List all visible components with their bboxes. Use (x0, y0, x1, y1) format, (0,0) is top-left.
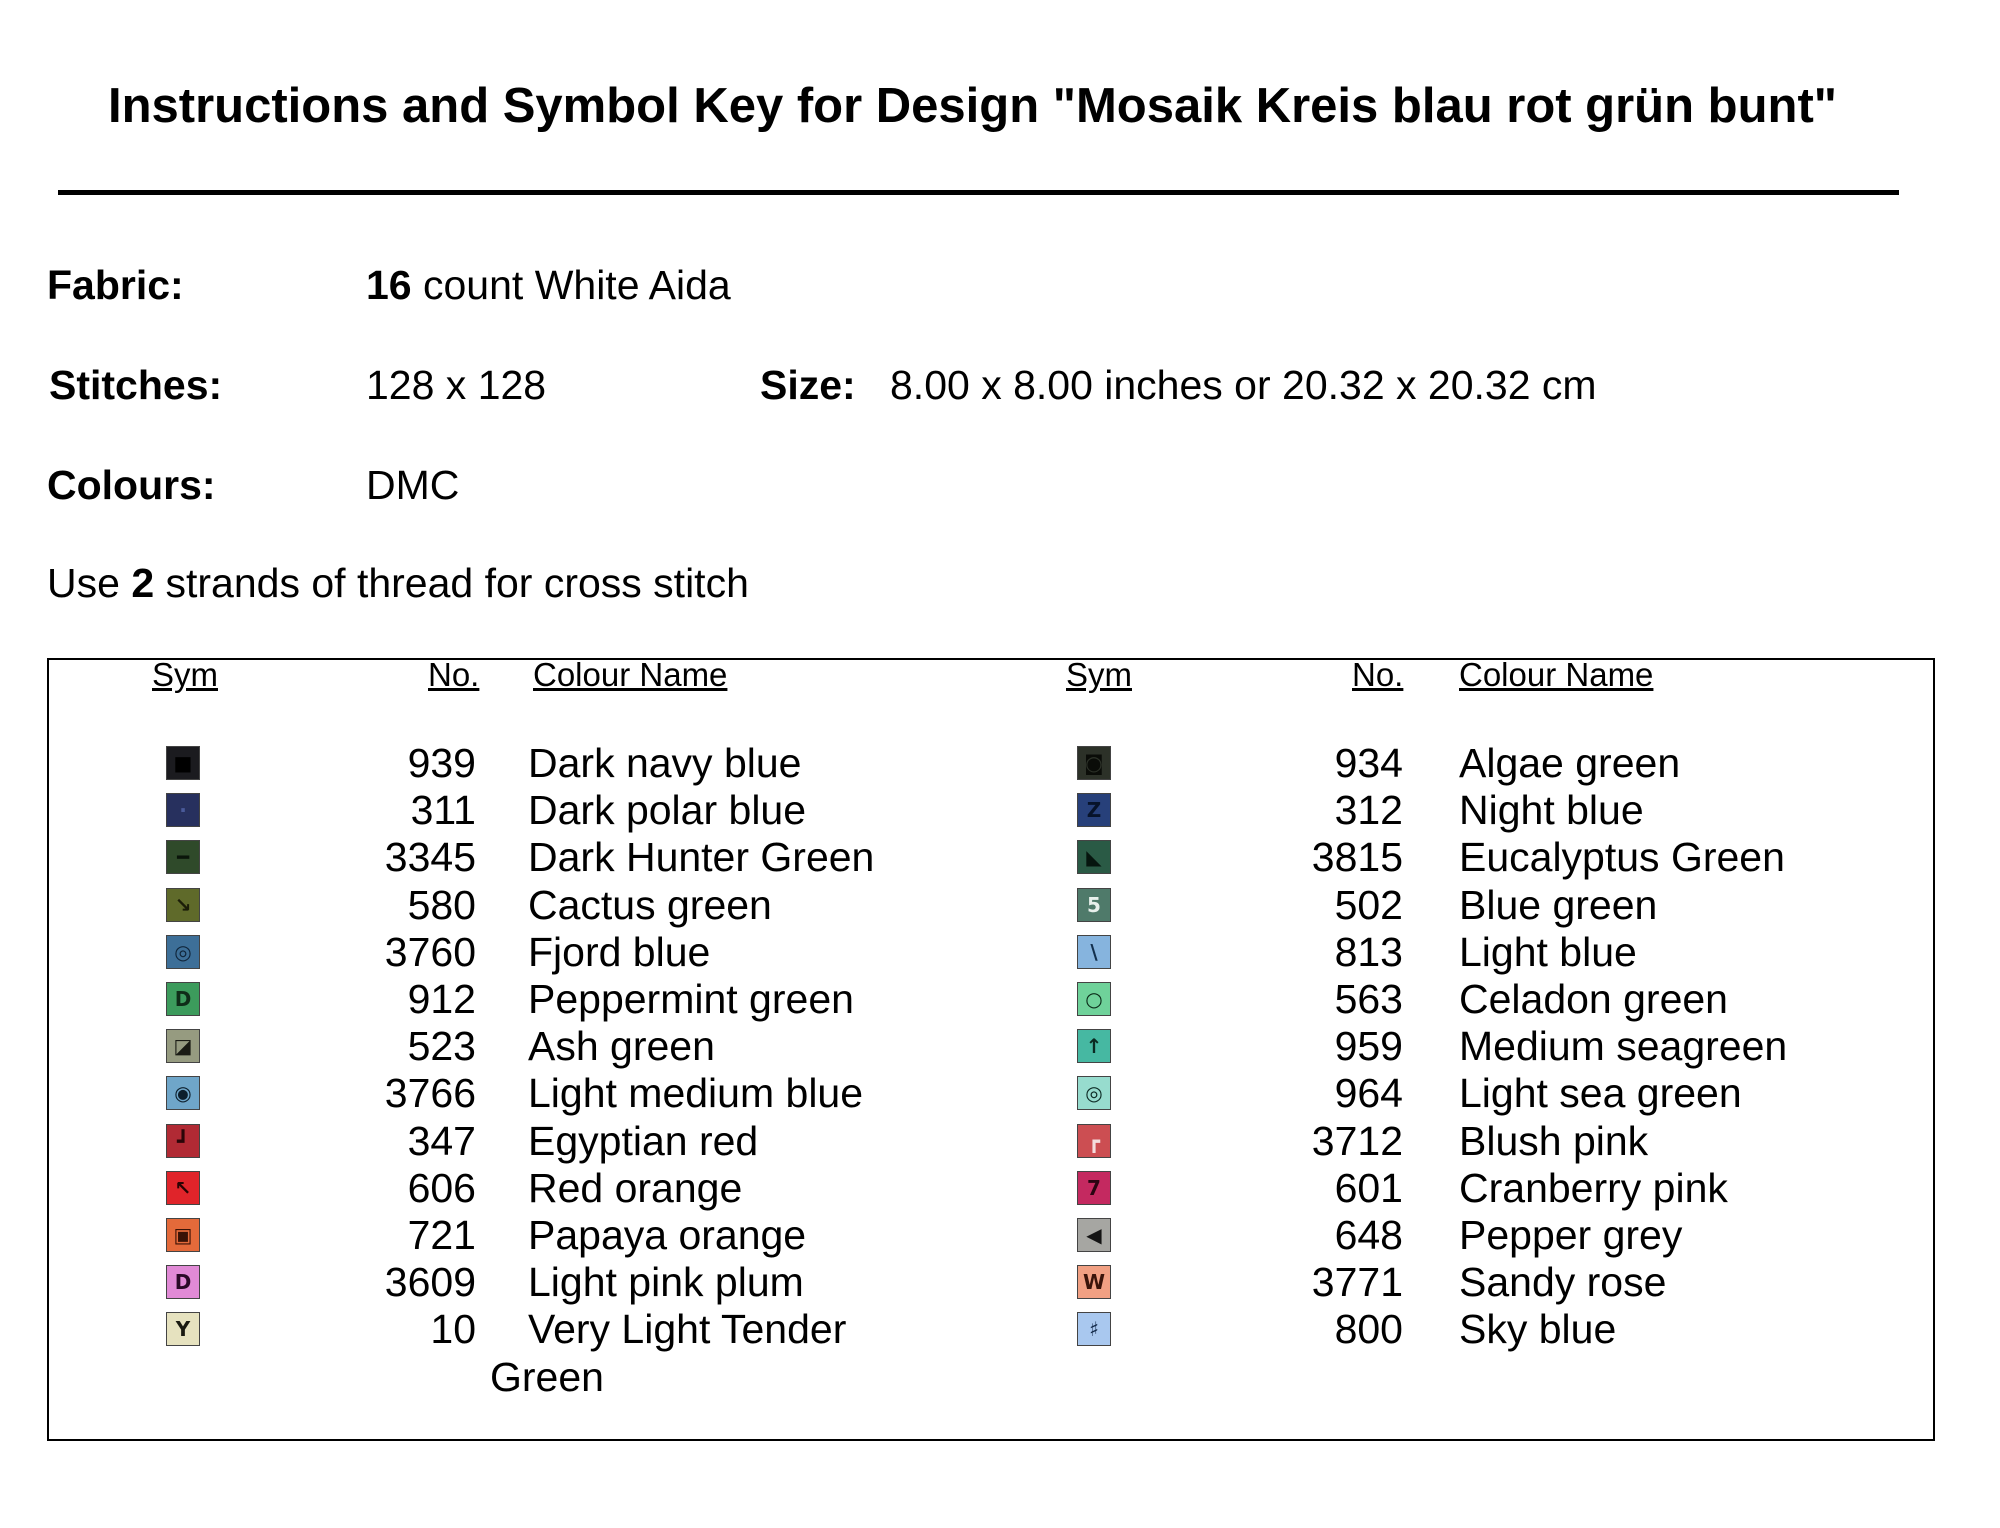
colour-number: 580 (407, 881, 476, 928)
size-label: Size: (760, 362, 856, 408)
colour-name: Dark polar blue (528, 787, 807, 834)
symbol-swatch: ━ (166, 840, 200, 874)
symbol-swatch: ↘ (166, 888, 200, 922)
colour-name: Eucalyptus Green (1459, 834, 1785, 881)
symbol-swatch: W (1077, 1265, 1111, 1299)
colour-number: 3815 (1311, 834, 1403, 881)
symbol-swatch: ■ (166, 746, 200, 780)
title-divider (58, 190, 1899, 195)
colour-name: Cactus green (528, 881, 772, 928)
colour-number: 3345 (384, 834, 476, 881)
symbol-swatch: ◎ (166, 935, 200, 969)
symbol-swatch: \ (1077, 935, 1111, 969)
colour-name: Celadon green (1459, 976, 1728, 1022)
colour-name: Cranberry pink (1459, 1164, 1728, 1211)
colour-number: 523 (407, 1023, 476, 1070)
colours-label: Colours: (47, 462, 216, 508)
colour-name: Sandy rose (1459, 1259, 1667, 1306)
symbol-swatch: 7 (1077, 1171, 1111, 1205)
colour-number: 964 (1334, 1070, 1403, 1117)
colour-name: Peppermint green (528, 976, 854, 1022)
colour-name-continuation: Green (490, 1353, 604, 1400)
colour-number: 311 (410, 787, 476, 834)
stitches-value: 128 x 128 (366, 362, 547, 408)
colour-name: Night blue (1459, 787, 1644, 834)
colour-name: Light sea green (1459, 1070, 1742, 1117)
colour-number: 959 (1334, 1023, 1403, 1070)
colour-name: Red orange (528, 1164, 743, 1211)
colour-name: Algae green (1459, 740, 1681, 786)
colour-name: Pepper grey (1459, 1212, 1683, 1258)
symbol-swatch: ○ (1077, 982, 1111, 1016)
symbol-swatch: · (166, 793, 200, 827)
symbol-swatch: Z (1077, 793, 1111, 827)
symbol-swatch: ♯ (1077, 1312, 1111, 1346)
colour-number: 3771 (1311, 1259, 1403, 1306)
right-header-sym: Sym (1066, 656, 1132, 693)
colour-number: 934 (1334, 740, 1403, 786)
fabric-label: Fabric: (47, 262, 184, 308)
colour-number: 3760 (384, 928, 476, 975)
colour-number: 502 (1334, 881, 1403, 928)
fabric-count: 16 (366, 262, 412, 308)
colours-value: DMC (366, 462, 460, 508)
symbol-swatch: D (166, 982, 200, 1016)
strands-count: 2 (131, 560, 155, 606)
symbol-swatch: ◣ (1077, 840, 1111, 874)
symbol-swatch: ↖ (166, 1171, 200, 1205)
colour-number: 939 (407, 740, 476, 786)
symbol-swatch: ◪ (166, 1029, 200, 1063)
colour-number: 601 (1334, 1164, 1403, 1211)
colour-name: Blue green (1459, 881, 1658, 928)
colour-number: 3609 (384, 1259, 476, 1306)
page-title: Instructions and Symbol Key for Design "Mosaik Kreis blau rot grün bunt" (108, 79, 1837, 133)
colour-name: Medium seagreen (1459, 1023, 1788, 1070)
colour-number: 563 (1334, 976, 1403, 1022)
colour-name: Fjord blue (528, 928, 711, 975)
colour-name: Dark navy blue (528, 740, 802, 786)
symbol-swatch: ▣ (166, 1218, 200, 1252)
symbol-swatch: ┏ (1077, 1124, 1111, 1158)
colour-name: Papaya orange (528, 1212, 807, 1258)
symbol-swatch: 5 (1077, 888, 1111, 922)
colour-number: 912 (407, 976, 476, 1022)
colour-name: Light medium blue (528, 1070, 864, 1117)
colour-name: Very Light Tender (528, 1306, 847, 1353)
colour-number: 10 (430, 1306, 476, 1353)
left-header-name: Colour Name (533, 656, 728, 693)
left-header-sym: Sym (152, 656, 218, 693)
strands-instruction (47, 560, 749, 607)
symbol-swatch: ↑ (1077, 1029, 1111, 1063)
colour-name: Dark Hunter Green (528, 834, 875, 881)
symbol-swatch: ┛ (166, 1124, 200, 1158)
colour-number: 813 (1334, 928, 1403, 975)
colour-name: Ash green (528, 1023, 715, 1070)
right-header-name: Colour Name (1459, 656, 1654, 693)
colour-name: Light pink plum (528, 1259, 804, 1306)
colour-number: 721 (407, 1212, 476, 1258)
symbol-swatch: ◙ (1077, 746, 1111, 780)
colour-name: Blush pink (1459, 1117, 1649, 1164)
stitches-label: Stitches: (49, 362, 223, 408)
fabric-type: count White Aida (411, 262, 731, 308)
right-header-no: No. (1352, 656, 1404, 693)
symbol-swatch: ◀ (1077, 1218, 1111, 1252)
symbol-swatch: ◉ (166, 1076, 200, 1110)
colour-name: Egyptian red (528, 1117, 759, 1164)
symbol-swatch: D (166, 1265, 200, 1299)
symbol-swatch: ◎ (1077, 1076, 1111, 1110)
strands-prefix: Use (47, 560, 132, 606)
colour-number: 3766 (384, 1070, 476, 1117)
colour-name: Sky blue (1459, 1306, 1617, 1353)
fabric-value (366, 262, 731, 309)
colour-number: 347 (407, 1117, 476, 1164)
colour-number: 312 (1334, 787, 1403, 834)
left-header-no: No. (428, 656, 480, 693)
colour-number: 648 (1334, 1212, 1403, 1258)
colour-number: 3712 (1311, 1117, 1403, 1164)
colour-name: Light blue (1459, 928, 1637, 975)
symbol-swatch: Y (166, 1312, 200, 1346)
colour-number: 800 (1334, 1306, 1403, 1353)
strands-suffix: strands of thread for cross stitch (154, 560, 749, 606)
size-value: 8.00 x 8.00 inches or 20.32 x 20.32 cm (890, 362, 1597, 408)
colour-number: 606 (407, 1164, 476, 1211)
